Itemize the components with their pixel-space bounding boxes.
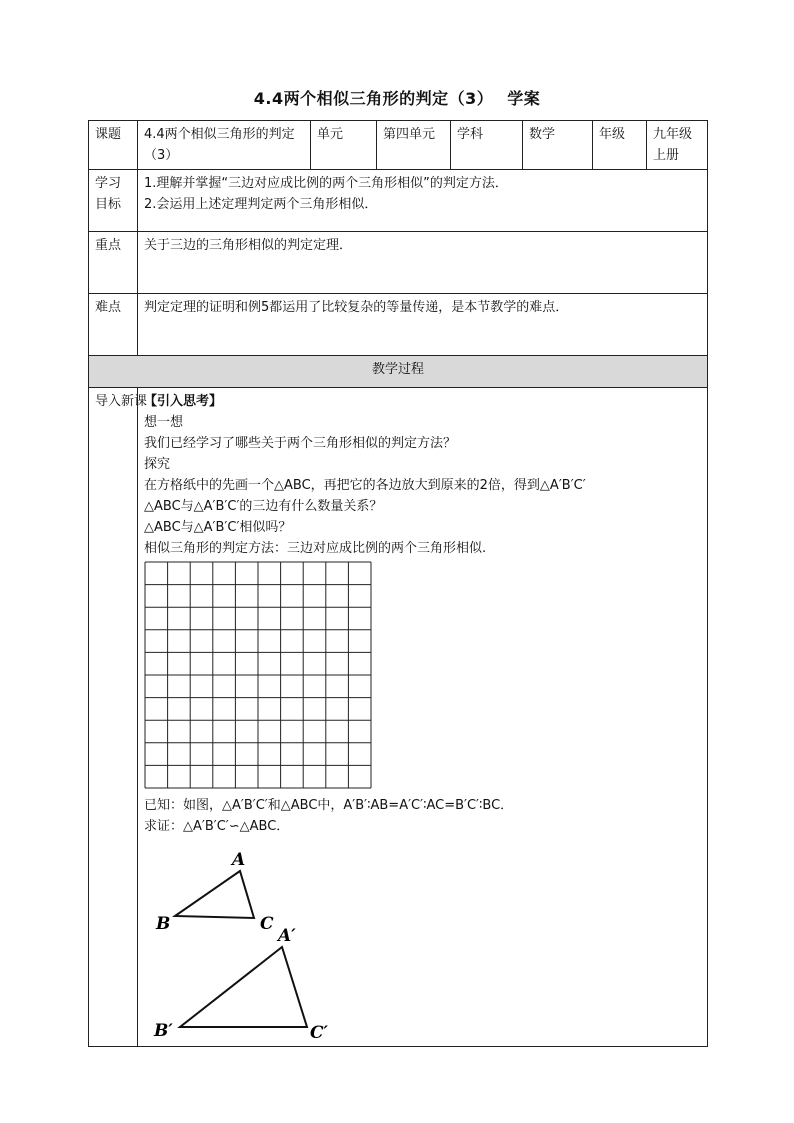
label-b: B bbox=[156, 914, 171, 934]
page-title-suffix: 学案 bbox=[507, 89, 541, 108]
grid-paper bbox=[144, 561, 701, 789]
given-statement: 已知：如图，△A′B′C′和△ABC中，A′B′∶AB=A′C′∶AC=B′C′∶BC． bbox=[144, 798, 514, 813]
intro-line-1: 想一想 bbox=[144, 415, 184, 430]
key-point-text: 关于三边的三角形相似的判定定理． bbox=[138, 232, 708, 294]
label-c: C bbox=[260, 914, 274, 934]
grade-value-line2: 上册 bbox=[653, 148, 680, 163]
key-point-row bbox=[89, 232, 708, 294]
grade-label: 年级 bbox=[593, 121, 647, 170]
label-b-prime: B′ bbox=[154, 1021, 173, 1041]
intro-line-2: 我们已经学习了哪些关于两个三角形相似的判定方法？ bbox=[144, 436, 457, 451]
lesson-table bbox=[88, 120, 708, 1047]
topic-value-line1: 4.4两个相似三角形的判定 bbox=[144, 127, 295, 142]
page-title bbox=[0, 86, 794, 109]
topic-value-line2: （3） bbox=[144, 148, 179, 163]
page-title-main: 4.4两个相似三角形的判定（3） bbox=[253, 89, 494, 108]
triangle-abc bbox=[175, 871, 254, 918]
grade-value-line1: 九年级 bbox=[653, 127, 693, 142]
intro-line-7: 相似三角形的判定方法：三边对应成比例的两个三角形相似. bbox=[144, 541, 487, 556]
process-header: 教学过程 bbox=[89, 356, 708, 388]
grid-svg bbox=[144, 561, 372, 789]
objectives-row bbox=[89, 170, 708, 232]
difficulty-text: 判定定理的证明和例5都运用了比较复杂的等量传递，是本节教学的难点． bbox=[138, 294, 708, 356]
intro-line-4: 在方格纸中的先画一个△ABC，再把它的各边放大到原来的2倍，得到△A′B′C′ bbox=[144, 478, 586, 493]
objective-item-2: 2.会运用上述定理判定两个三角形相似． bbox=[144, 197, 378, 212]
unit-label: 单元 bbox=[311, 121, 377, 170]
key-point-label: 重点 bbox=[89, 232, 138, 294]
label-c-prime: C′ bbox=[310, 1023, 329, 1043]
topic-value bbox=[138, 121, 311, 170]
objectives-label-line1: 学习 bbox=[95, 176, 122, 191]
objectives-content bbox=[138, 170, 708, 232]
prove-statement: 求证：△A′B′C′∽△ABC． bbox=[144, 819, 290, 834]
intro-heading: 【引入思考】 bbox=[144, 394, 223, 409]
label-a-prime: A′ bbox=[278, 926, 296, 946]
subject-value: 数学 bbox=[523, 121, 593, 170]
difficulty-label: 难点 bbox=[89, 294, 138, 356]
intro-content bbox=[138, 388, 708, 1047]
process-header-row bbox=[89, 356, 708, 388]
objective-item-1: 1.理解并掌握“三边对应成比例的两个三角形相似”的判定方法． bbox=[144, 176, 508, 191]
intro-row bbox=[89, 388, 708, 1047]
difficulty-row bbox=[89, 294, 708, 356]
label-a: A bbox=[232, 850, 246, 870]
grade-value bbox=[647, 121, 708, 170]
intro-line-5: △ABC与△A′B′C′的三边有什么数量关系？ bbox=[144, 499, 383, 514]
triangle-figure bbox=[144, 843, 364, 1043]
subject-label: 学科 bbox=[451, 121, 523, 170]
triangle-a1b1c1 bbox=[180, 947, 307, 1027]
intro-line-6: △ABC与△A′B′C′相似吗？ bbox=[144, 520, 292, 535]
objectives-label-line2: 目标 bbox=[95, 197, 122, 212]
header-row bbox=[89, 121, 708, 170]
topic-label: 课题 bbox=[89, 121, 138, 170]
unit-value: 第四单元 bbox=[377, 121, 451, 170]
intro-label: 导入新课 bbox=[89, 388, 138, 1047]
objectives-label bbox=[89, 170, 138, 232]
intro-line-3: 探究 bbox=[144, 457, 171, 472]
